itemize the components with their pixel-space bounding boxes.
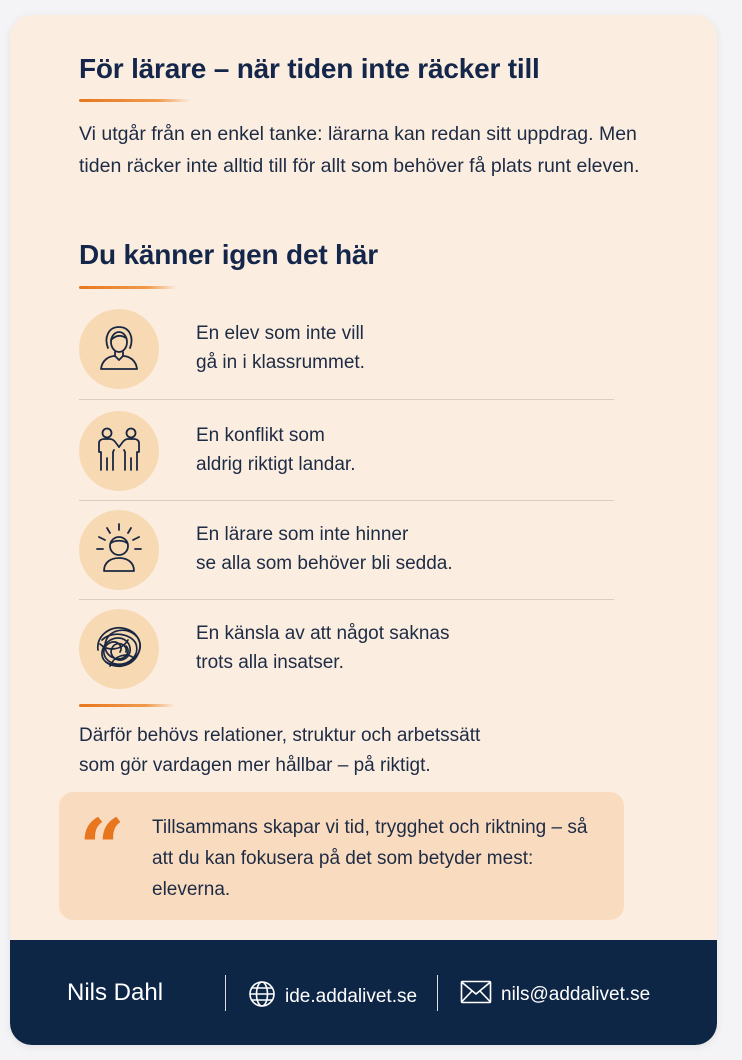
item-line: En elev som inte vill: [196, 323, 364, 344]
item-line: En konflikt som: [196, 425, 325, 446]
item-line: trots alla insatser.: [196, 652, 344, 673]
item-line: se alla som behöver bli sedda.: [196, 553, 453, 574]
quote-text: Tillsammans skapar vi tid, trygghet och riktning – så att du kan fokusera på det som betyder mest: eleverna.: [152, 817, 588, 900]
intro-paragraph: Vi utgår från en enkel tanke: lärarna kan redan sitt uppdrag. Men tiden räcker inte alltid till för allt som behöver få plats runt eleven.: [79, 123, 640, 177]
list-item: [79, 510, 614, 608]
footer-name: Nils Dahl: [67, 979, 164, 1006]
website-text: ide.addalivet.se: [285, 986, 418, 1007]
page-title: För lärare – när tiden inte räcker till: [79, 53, 540, 84]
item-text: [196, 520, 596, 578]
item-text: [196, 319, 596, 377]
email-text: nils@addalivet.se: [501, 984, 651, 1005]
info-card: [10, 15, 717, 1045]
icon-circle: [79, 609, 159, 689]
item-line: En lärare som inte hinner: [196, 524, 409, 545]
email-link[interactable]: [460, 980, 650, 1010]
quote-box: [59, 792, 624, 920]
item-line: aldrig riktigt landar.: [196, 454, 356, 475]
footer-divider: [225, 975, 226, 1011]
list-item: [79, 609, 614, 707]
section-heading: Du känner igen det här: [79, 239, 378, 270]
item-line: gå in i klassrummet.: [196, 352, 365, 373]
title-underline: [79, 99, 191, 102]
divider: [79, 599, 614, 600]
closing-line: Därför behövs relationer, struktur och arbetssätt: [79, 725, 481, 746]
website-link[interactable]: [248, 980, 417, 1014]
icon-circle: [79, 510, 159, 590]
closing-line: som gör vardagen mer hållbar – på riktigt.: [79, 755, 431, 776]
section-underline: [79, 286, 177, 289]
footer-divider: [437, 975, 438, 1011]
tangled-feeling-icon: [92, 622, 146, 677]
footer: [10, 940, 717, 1045]
divider: [79, 500, 614, 501]
closing-text: [79, 721, 639, 781]
quote-mark-icon: “: [79, 801, 126, 895]
item-text: [196, 619, 596, 677]
item-line: En känsla av att något saknas: [196, 623, 450, 644]
list-item: [79, 309, 614, 407]
item-text: [196, 421, 596, 479]
icon-circle: [79, 411, 159, 491]
globe-icon: [248, 980, 276, 1014]
icon-circle: [79, 309, 159, 389]
divider: [79, 399, 614, 400]
stressed-teacher-icon: [94, 522, 144, 579]
student-icon: [96, 322, 142, 377]
closing-underline: [79, 704, 175, 707]
list-item: [79, 411, 614, 509]
mail-icon: [460, 980, 492, 1010]
conflict-people-icon: [94, 424, 144, 479]
